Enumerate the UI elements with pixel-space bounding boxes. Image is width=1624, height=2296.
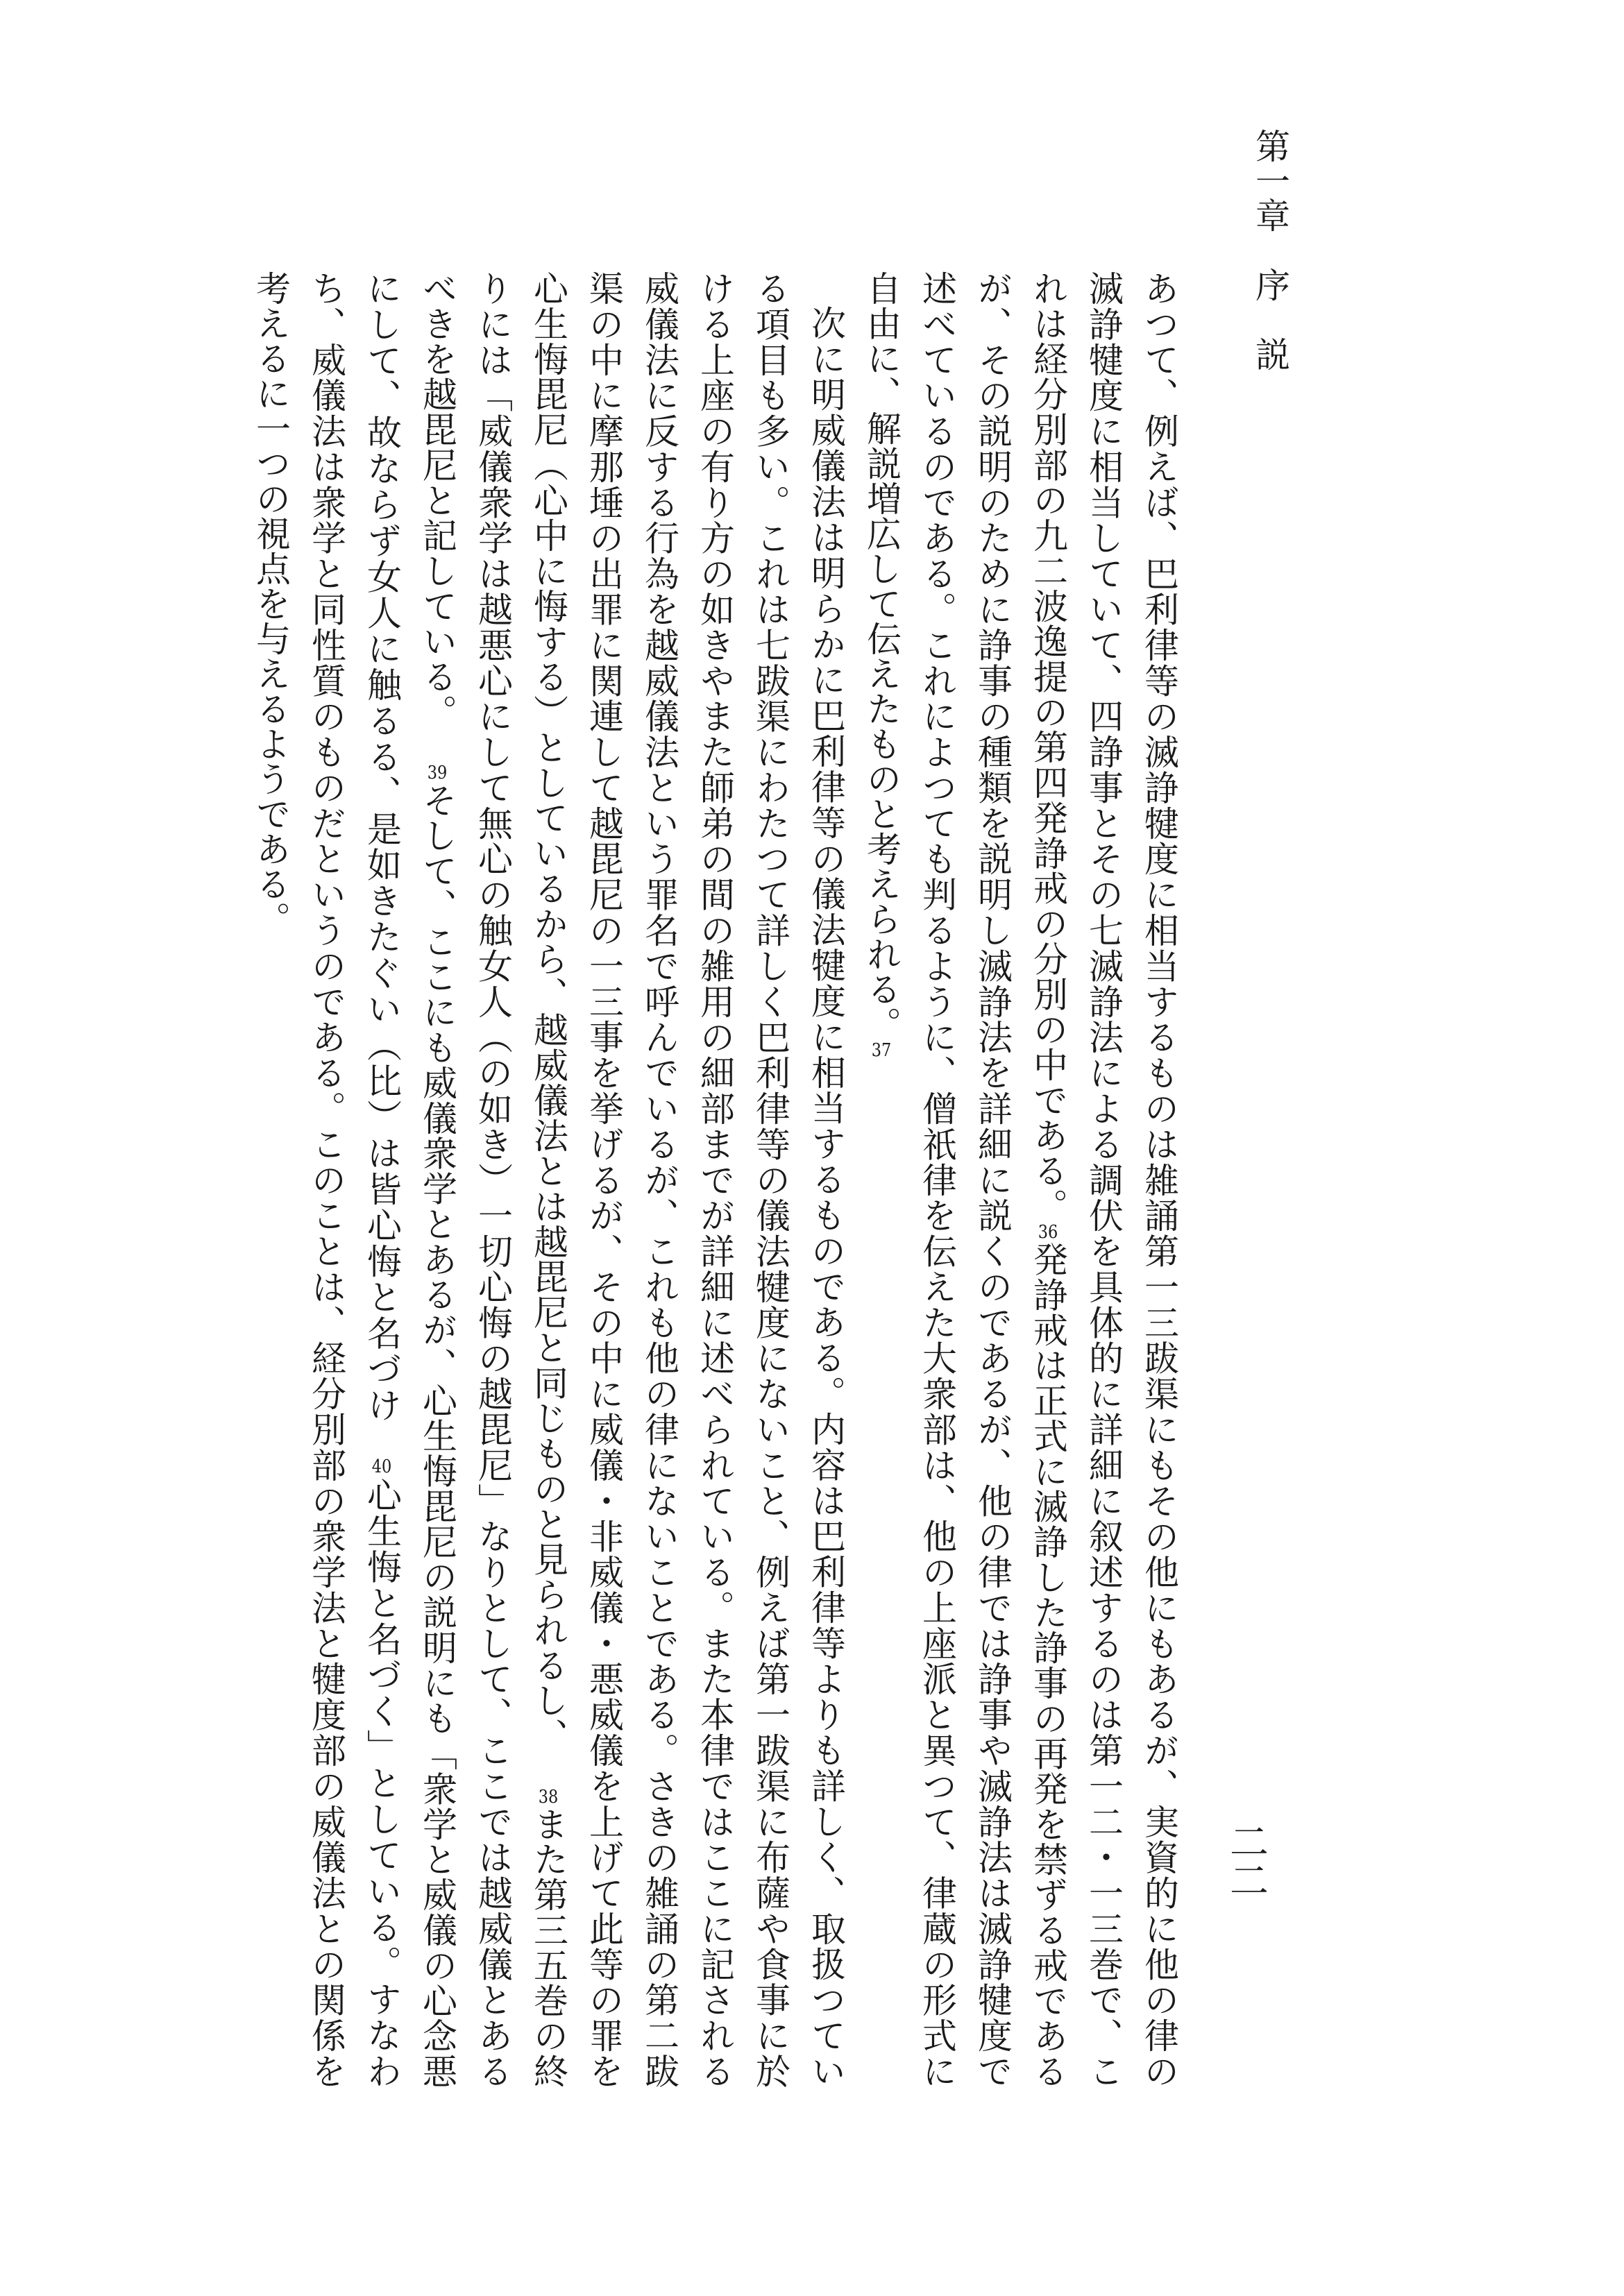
paragraph-2 (243, 271, 854, 2089)
page-number: 二二 (1224, 1821, 1269, 1899)
footnote-marker: 37 (871, 1041, 892, 1060)
text-segment: また第三五巻の終りには「威儀衆学は越悪心にして無心の触女人（の如き）一切心悔の越毘尼」なりとして、ここでは越威儀とあるべきを越毘尼と記している。 (417, 271, 568, 2089)
footnote-marker: 36 (1038, 1223, 1058, 1242)
text-segment: そして、ここにも威儀衆学とあるが、心生悔毘尼の説明にも「衆学と威儀の心念悪にして、故ならず女人に触るる、是如きたぐい（比）は皆心悔と名づけ (362, 271, 457, 2089)
text-segment: 心生悔と名づく」としている。すなわち、威儀法は衆学と同性質のものだというのである。このことは、経分別部の衆学法と犍度部の威儀法との関係を考えるに一つの視点を与えるようである。 (251, 271, 402, 2089)
paragraph-1 (854, 271, 1187, 2089)
footnote-marker: 39 (427, 764, 448, 783)
footnote-marker: 38 (538, 1787, 559, 1806)
text-segment: 発諍戒は正式に滅諍した諍事の再発を禁ずる戒であるが、その説明のために諍事の種類を説明し滅諍法を詳細に説くのであるが、他の律では諍事や滅諍法は滅諍犍度で述べているのである。これによつても判るように、僧祇律を伝えた大衆部は、他の上座派と異つて、律蔵の形式に自由に、解説増広して伝えたものと考えられる。 (861, 271, 1068, 2089)
body-text (125, 271, 1187, 2089)
running-head: 第一章 序 説 (1250, 128, 1290, 371)
text-segment: あつて、例えば、巴利律等の滅諍犍度に相当するものは雑誦第一三跋渠にもその他にもあるが、実資的に他の律の滅諍犍度に相当していて、四諍事とその七滅諍法による調伏を具体的に詳細に叙述するのは第一二・一三巻で、これは経分別部の九二波逸提の第四発諍戒の分別の中である。 (1028, 271, 1179, 2089)
footnote-marker: 40 (371, 1458, 392, 1477)
text-segment: 次に明威儀法は明らかに巴利律等の儀法犍度に相当するものである。内容は巴利律等よりも詳しく、取扱つている項目も多い。これは七跋渠にわたつて詳しく巴利律等の儀法犍度にないこと、例えば第一跋渠に布薩や食事に於ける上座の有り方の如きやまた師弟の間の雑用の細部までが詳細に述べられている。また本律ではここに記される威儀法に反する行為を越威儀法という罪名で呼んでいるが、これも他の律にないことである。さきの雑誦の第二跋渠の中に摩那埵の出罪に関連して越毘尼の一三事を挙げるが、その中に威儀・非威儀・悪威儀を上げて此等の罪を心生悔毘尼（心中に悔する）としているから、越威儀法とは越毘尼と同じものと見られるし、 (528, 271, 846, 2089)
